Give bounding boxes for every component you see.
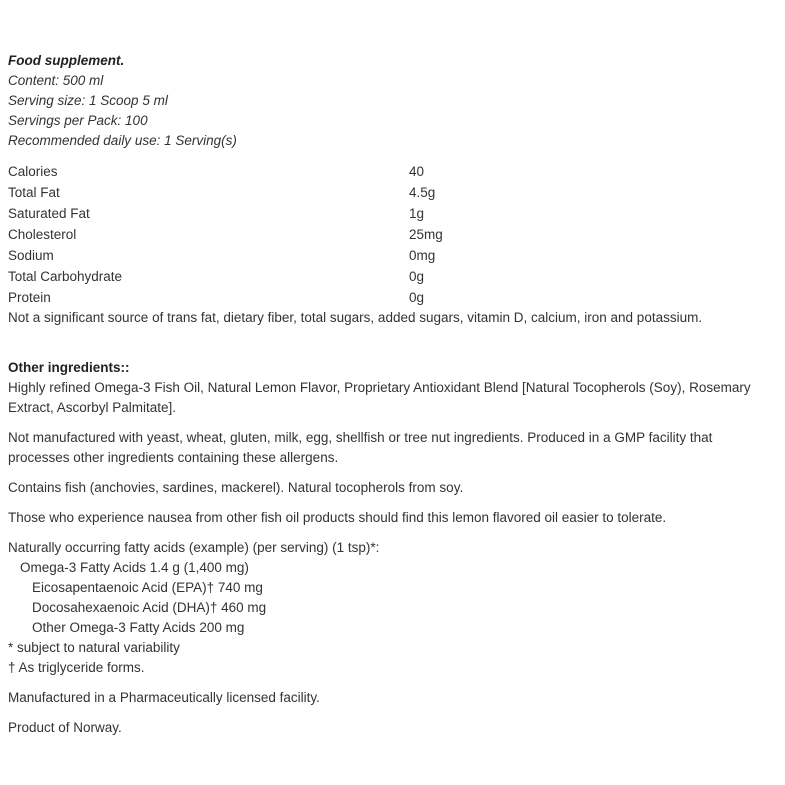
product-description (8, 51, 780, 738)
supplement-title: Food supplement. (8, 53, 125, 68)
ingredients-text-line: Highly refined Omega-3 Fish Oil, Natural Lemon Flavor, Proprietary Antioxidant Blend [Natural Tocopherols (Soy), Rosemary (8, 380, 751, 395)
nutrient-value: 0g (409, 290, 425, 305)
allergen-statement-line: Not manufactured with yeast, wheat, gluten, milk, egg, shellfish or tree nut ingredients. Produced in a GMP facility that (8, 430, 713, 445)
omega3-total: Omega-3 Fatty Acids 1.4 g (1,400 mg) (20, 560, 249, 575)
nutrient-name: Calories (8, 164, 58, 179)
table-row (8, 203, 780, 224)
nutrient-value: 25mg (409, 227, 443, 242)
table-row (8, 266, 780, 287)
country-of-origin: Product of Norway. (8, 720, 122, 735)
epa-amount: Eicosapentaenoic Acid (EPA)† 740 mg (32, 580, 263, 595)
other-ingredients-heading: Other ingredients:: (8, 360, 130, 375)
table-row (8, 161, 780, 182)
contains-fish-statement: Contains fish (anchovies, sardines, mackerel). Natural tocopherols from soy. (8, 480, 464, 495)
nutrient-value: 40 (409, 164, 425, 179)
table-row (8, 287, 780, 308)
recommended-daily-use: Recommended daily use: 1 Serving(s) (8, 133, 237, 148)
serving-size: Serving size: 1 Scoop 5 ml (8, 93, 168, 108)
nutrient-name: Total Fat (8, 185, 60, 200)
nutrient-name: Cholesterol (8, 227, 77, 242)
nutrition-footnote: Not a significant source of trans fat, dietary fiber, total sugars, added sugars, vitamin D, calcium, iron and potassium. (8, 310, 703, 325)
nutrient-name: Protein (8, 290, 51, 305)
nausea-note: Those who experience nausea from other fish oil products should find this lemon flavored oil easier to tolerate. (8, 510, 667, 525)
nutrition-table (8, 161, 780, 308)
nutrient-name: Total Carbohydrate (8, 269, 123, 284)
nutrient-value: 0g (409, 269, 425, 284)
nutrient-value: 4.5g (409, 185, 436, 200)
other-omega3-amount: Other Omega-3 Fatty Acids 200 mg (32, 620, 245, 635)
servings-per-pack: Servings per Pack: 100 (8, 113, 148, 128)
allergen-statement-line: processes other ingredients containing these allergens. (8, 450, 339, 465)
table-row (8, 224, 780, 245)
ingredients-text-line: Extract, Ascorbyl Palmitate]. (8, 400, 177, 415)
nutrient-value: 1g (409, 206, 425, 221)
fatty-acids-intro: Naturally occurring fatty acids (example) (per serving) (1 tsp)*: (8, 540, 380, 555)
table-row (8, 182, 780, 203)
content-volume: Content: 500 ml (8, 73, 104, 88)
nutrient-name: Saturated Fat (8, 206, 90, 221)
variability-note: * subject to natural variability (8, 640, 180, 655)
dha-amount: Docosahexaenoic Acid (DHA)† 460 mg (32, 600, 267, 615)
nutrient-name: Sodium (8, 248, 54, 263)
triglyceride-note: † As triglyceride forms. (8, 660, 145, 675)
nutrient-value: 0mg (409, 248, 436, 263)
table-row (8, 245, 780, 266)
manufacturing-statement: Manufactured in a Pharmaceutically licensed facility. (8, 690, 320, 705)
